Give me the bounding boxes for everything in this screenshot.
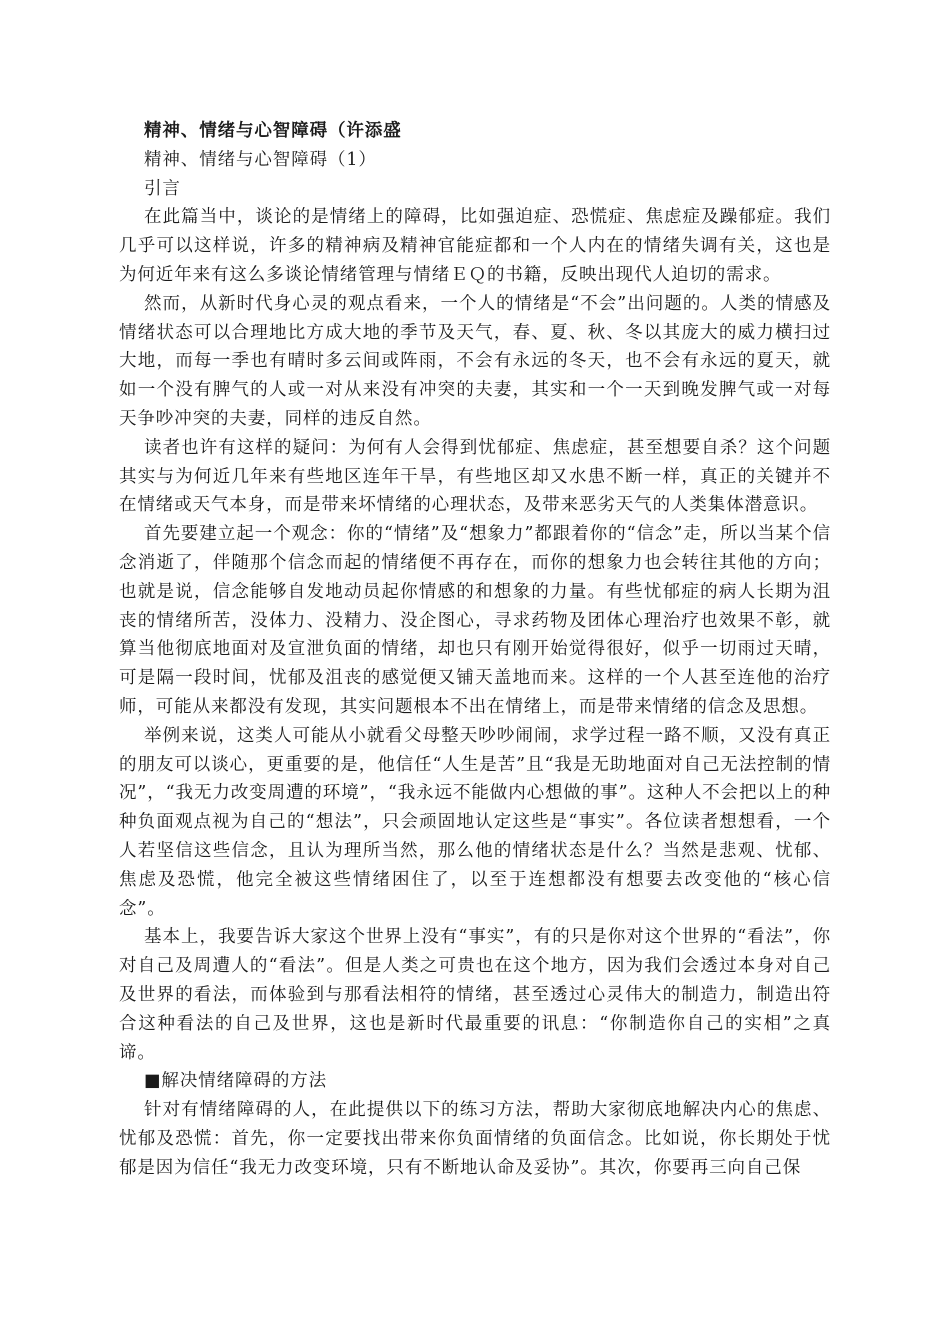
document-title: 精神、情绪与心智障碍（许添盛 <box>144 121 402 141</box>
paragraph-1: 在此篇当中，谈论的是情绪上的障碍，比如强迫症、恐慌症、焦虑症及躁郁症。我们几乎可以这样说，许多的精神病及精神官能症都和一个人内在的情绪失调有关，这也是为何近年来有这么多谈论情绪管理与情绪ＥＱ的书籍，反映出现代人迫切的需求。 <box>119 207 831 285</box>
document-subtitle: 精神、情绪与心智障碍（1） <box>144 149 377 170</box>
section-heading: ■解决情绪障碍的方法 <box>144 1071 328 1092</box>
paragraph-4: 首先要建立起一个观念：你的“情绪”及“想象力”都跟着你的“信念”走，所以当某个信念消逝了，伴随那个信念而起的情绪便不再存在，而你的想象力也会转往其他的方向；也就是说，信念能够自发地动员起你情感的和想象的力量。有些忧郁症的病人长期为沮丧的情绪所苦，没体力、没精力、没企图心，寻求药物及团体心理治疗也效果不彰，就算当他彻底地面对及宣泄负面的情绪，却也只有刚开始觉得很好，似乎一切雨过天晴，可是隔一段时间，忧郁及沮丧的感觉便又铺天盖地而来。这样的一个人甚至连他的治疗师，可能从来都没有发现，其实问题根本不出在情绪上，而是带来情绪的信念及思想。 <box>119 524 831 717</box>
intro-heading: 引言 <box>144 178 181 199</box>
paragraph-5: 举例来说，这类人可能从小就看父母整天吵吵闹闹，求学过程一路不顺，又没有真正的朋友可以谈心，更重要的是，他信任“人生是苦”且“我是无助地面对自己无法控制的情况”，“我无力改变周遭的环境”，“我永远不能做内心想做的事”。这种人不会把以上的种种负面观点视为自己的“想法”，只会顽固地认定这些是“事实”。各位读者想想看，一个人若坚信这些信念，且认为理所当然，那么他的情绪状态是什么？当然是悲观、忧郁、焦虑及恐慌，他完全被这些情绪困住了，以至于连想都没有想要去改变他的“核心信念”。 <box>119 725 831 919</box>
paragraph-2: 然而，从新时代身心灵的观点看来，一个人的情绪是“不会”出问题的。人类的情感及情绪状态可以合理地比方成大地的季节及天气，春、夏、秋、冬以其庞大的威力横扫过大地，而每一季也有晴时多云间或阵雨，不会有永远的冬天，也不会有永远的夏天，就如一个没有脾气的人或一对从来没有冲突的夫妻，其实和一个一天到晚发脾气或一对每天争吵冲突的夫妻，同样的违反自然。 <box>119 293 831 429</box>
document-body <box>119 117 831 1182</box>
paragraph-3: 读者也许有这样的疑问：为何有人会得到忧郁症、焦虑症，甚至想要自杀？这个问题其实与为何近几年来有些地区连年干旱，有些地区却又水患不断一样，真正的关键并不在情绪或天气本身，而是带来坏情绪的心理状态，及带来恶劣天气的人类集体潜意识。 <box>119 437 831 516</box>
section-paragraph-1: 针对有情绪障碍的人，在此提供以下的练习方法，帮助大家彻底地解决内心的焦虑、忧郁及恐慌：首先，你一定要找出带来你负面情绪的负面信念。比如说，你长期处于忧郁是因为信任“我无力改变环境，只有不断地认命及妥协”。其次，你要再三向自己保 <box>119 1100 831 1178</box>
paragraph-6: 基本上，我要告诉大家这个世界上没有“事实”，有的只是你对这个世界的“看法”，你对自己及周遭人的“看法”。但是人类之可贵也在这个地方，因为我们会透过本身对自己及世界的看法，而体验到与那看法相符的情绪，甚至透过心灵伟大的制造力，制造出符合这种看法的自己及世界，这也是新时代最重要的讯息：“你制造你自己的实相”之真谛。 <box>119 927 831 1063</box>
